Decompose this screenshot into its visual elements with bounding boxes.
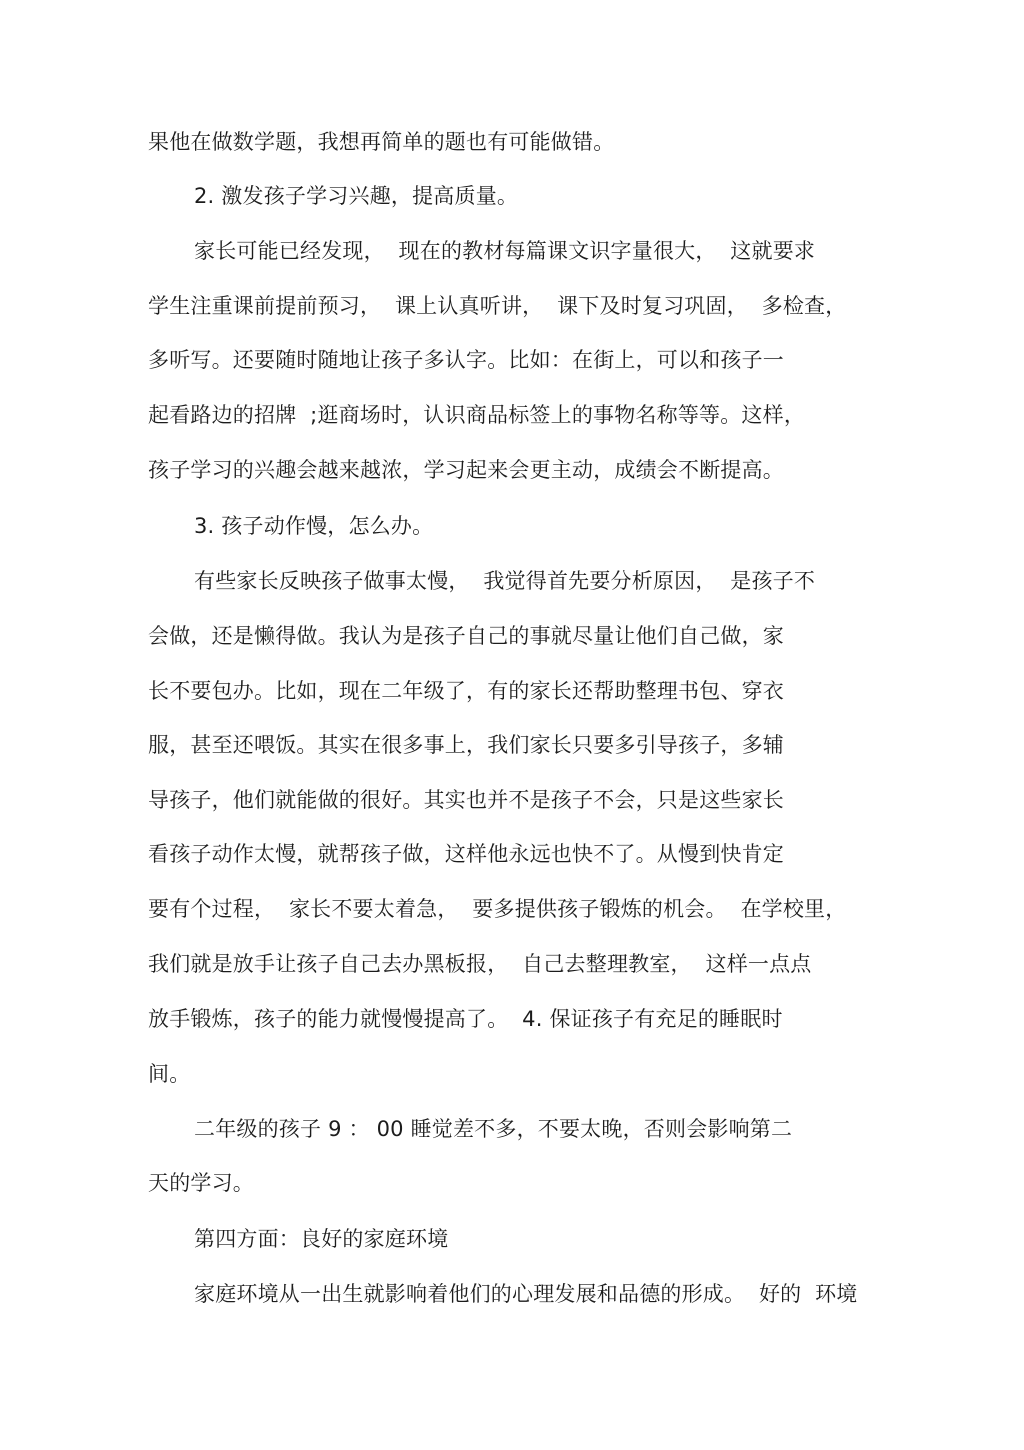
text-line: 家庭环境从一出生就影响着他们的心理发展和品德的形成。 好的 环境 — [194, 1282, 858, 1306]
text-line: 家长可能已经发现， 现在的教材每篇课文识字量很大， 这就要求 — [194, 239, 816, 263]
text-line: 果他在做数学题，我想再简单的题也有可能做错。 — [148, 130, 615, 154]
text-line: 放手锻炼，孩子的能力就慢慢提高了。 4. 保证孩子有充足的睡眠时 — [148, 1007, 783, 1031]
text-line: 孩子学习的兴趣会越来越浓，学习起来会更主动，成绩会不断提高。 — [148, 458, 784, 482]
text-line: 天的学习。 — [148, 1171, 254, 1195]
text-line: 会做，还是懒得做。我认为是孩子自己的事就尽量让他们自己做，家 — [148, 624, 784, 648]
text-line: 看孩子动作太慢，就帮孩子做，这样他永远也快不了。从慢到快肯定 — [148, 842, 784, 866]
text-line: 长不要包办。比如，现在二年级了，有的家长还帮助整理书包、穿衣 — [148, 679, 784, 703]
text-line: 服，甚至还喂饭。其实在很多事上，我们家长只要多引导孩子，多辅 — [148, 733, 784, 757]
text-line: 我们就是放手让孩子自己去办黑板报， 自己去整理教室， 这样一点点 — [148, 952, 812, 976]
text-line: 二年级的孩子 9 ： 00 睡觉差不多，不要太晚，否则会影响第二 — [194, 1117, 793, 1141]
text-line: 学生注重课前提前预习， 课上认真听讲， 课下及时复习巩固， 多检查， — [148, 294, 847, 318]
text-line: 导孩子，他们就能做的很好。其实也并不是孩子不会，只是这些家长 — [148, 788, 784, 812]
text-line: 2. 激发孩子学习兴趣，提高质量。 — [194, 184, 519, 208]
text-line: 3. 孩子动作慢，怎么办。 — [194, 514, 434, 538]
text-line: 起看路边的招牌 ;逛商场时，认识商品标签上的事物名称等等。这样， — [148, 403, 806, 427]
text-line: 间。 — [148, 1062, 191, 1086]
text-line: 第四方面：良好的家庭环境 — [194, 1227, 449, 1251]
text-line: 要有个过程， 家长不要太着急， 要多提供孩子锻炼的机会。 在学校里， — [148, 897, 847, 921]
text-line: 多听写。还要随时随地让孩子多认字。比如：在街上，可以和孩子一 — [148, 348, 784, 372]
text-line: 有些家长反映孩子做事太慢， 我觉得首先要分析原因， 是孩子不 — [194, 569, 816, 593]
